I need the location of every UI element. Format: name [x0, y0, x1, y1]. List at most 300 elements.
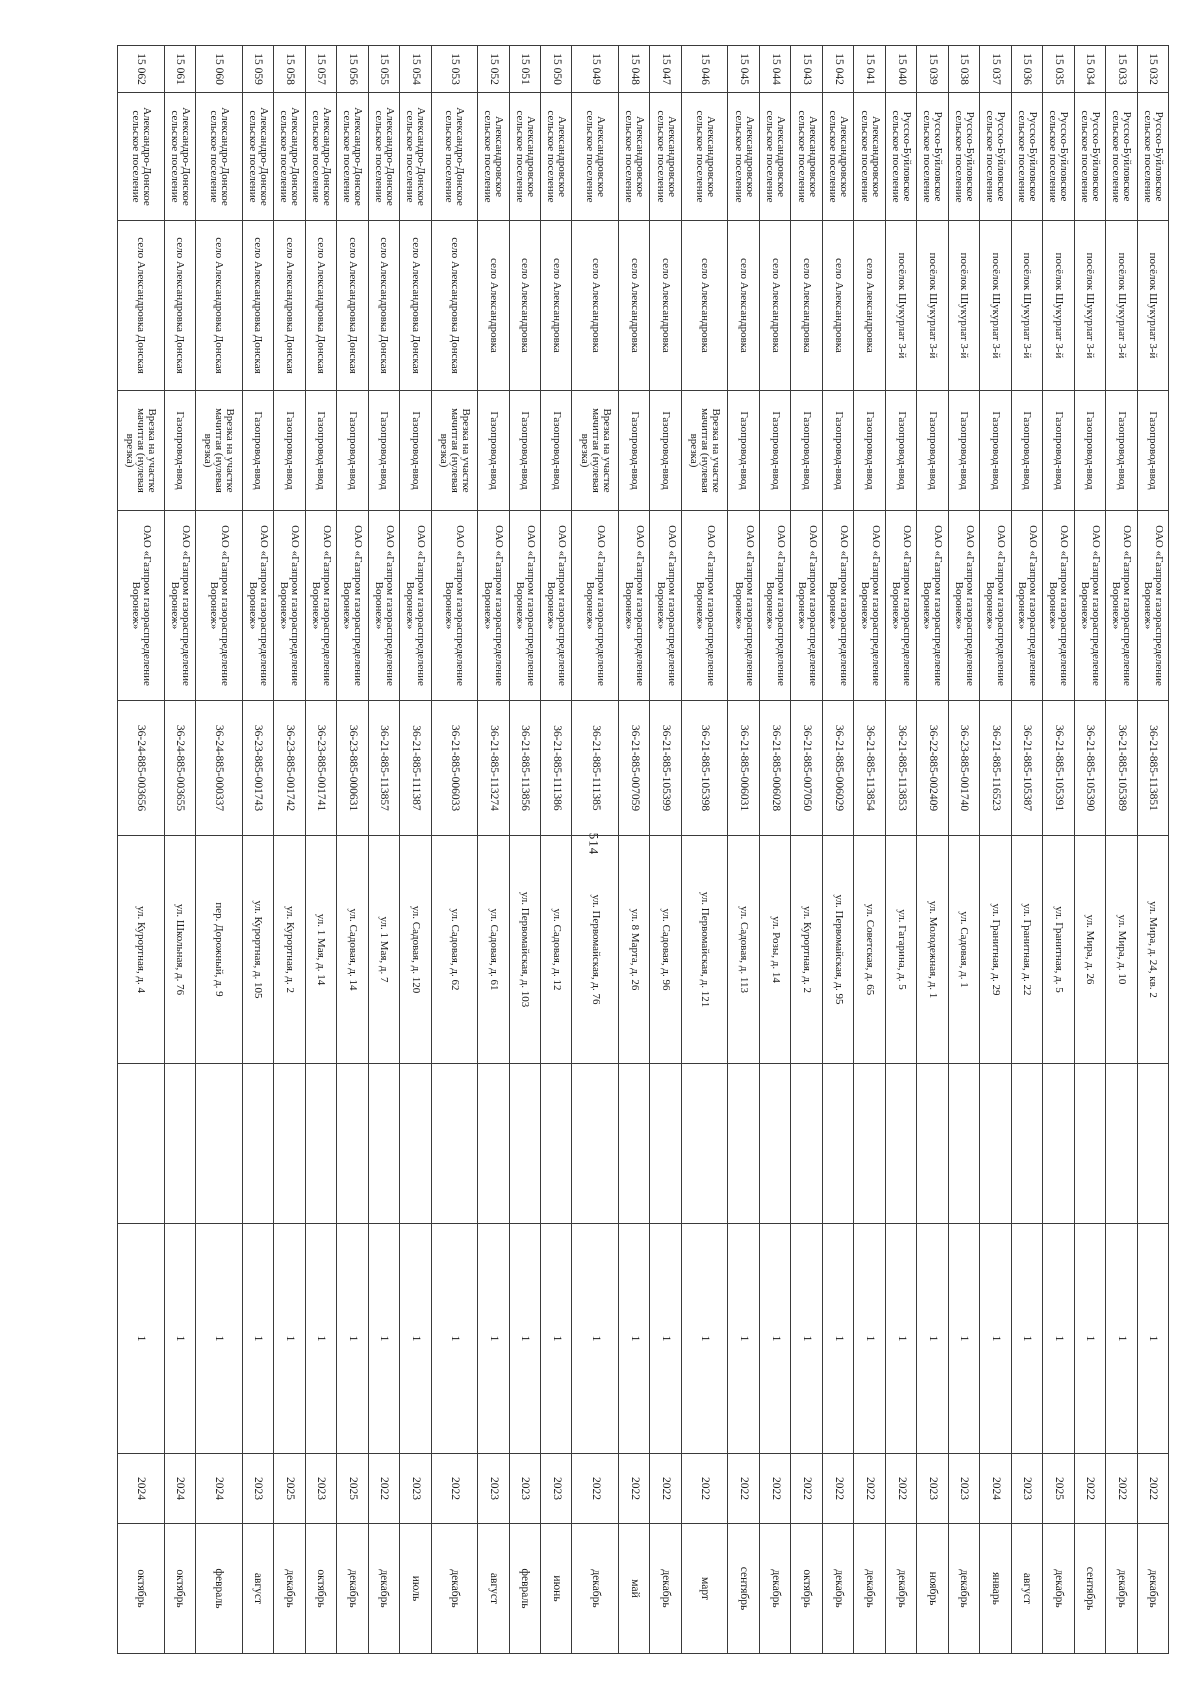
cadastral-number-cell: 36-21-885-006031	[728, 701, 759, 836]
owner-cell: ОАО «Газпром газораспределение Воронеж»	[728, 511, 759, 701]
address-cell: ул. Садовая, д. 14	[337, 836, 368, 1064]
month-cell: февраль	[509, 1524, 540, 1654]
object-type-cell: Врезка на участке мачитгая (нулевая врезка)	[681, 391, 728, 511]
quantity-cell: 1	[681, 1224, 728, 1454]
cadastral-number-cell: 36-21-885-113274	[478, 701, 509, 836]
owner-cell: ОАО «Газпром газораспределение Воронеж»	[242, 511, 273, 701]
object-type-cell: Газопровод-ввод	[822, 391, 853, 511]
locality-cell: село Александровка Донская	[400, 221, 431, 391]
address-cell: ул. 8 Марта, д. 26	[618, 836, 649, 1064]
empty-cell	[400, 1064, 431, 1224]
quantity-cell: 1	[478, 1224, 509, 1454]
settlement-cell: Александровское сельское поселение	[572, 93, 619, 221]
year-cell: 2025	[274, 1454, 305, 1524]
cadastral-number-cell: 36-21-885-006028	[759, 701, 790, 836]
year-cell: 2022	[728, 1454, 759, 1524]
empty-cell	[368, 1064, 399, 1224]
empty-cell	[1106, 1064, 1137, 1224]
address-cell: ул. Розы, д. 14	[759, 836, 790, 1064]
year-cell: 2022	[759, 1454, 790, 1524]
empty-cell	[854, 1064, 885, 1224]
row-number-cell: 15 035	[1043, 46, 1074, 93]
empty-cell	[791, 1064, 822, 1224]
address-cell: ул. Садовая, д. 113	[728, 836, 759, 1064]
empty-cell	[980, 1064, 1011, 1224]
table-row	[368, 46, 399, 1654]
empty-cell	[478, 1064, 509, 1224]
object-type-cell: Газопровод-ввод	[1011, 391, 1042, 511]
table-row	[400, 46, 431, 1654]
settlement-cell: Руссκо-Буйловское сельское поселение	[1043, 93, 1074, 221]
settlement-cell: Александровское сельское поселение	[822, 93, 853, 221]
empty-cell	[164, 1064, 195, 1224]
empty-cell	[1137, 1064, 1168, 1224]
address-cell: ул. Мира, д. 26	[1074, 836, 1105, 1064]
cadastral-number-cell: 36-21-885-113854	[854, 701, 885, 836]
empty-cell	[759, 1064, 790, 1224]
object-type-cell: Газопровод-ввод	[917, 391, 948, 511]
row-number-cell: 15 033	[1106, 46, 1137, 93]
cadastral-number-cell: 36-21-885-111385	[572, 701, 619, 836]
address-cell: ул. Садовая, д. 12	[541, 836, 572, 1064]
settlement-cell: Александровское сельское поселение	[791, 93, 822, 221]
month-cell: декабрь	[1137, 1524, 1168, 1654]
table-row	[164, 46, 195, 1654]
quantity-cell: 1	[164, 1224, 195, 1454]
cadastral-number-cell: 36-23-885-001742	[274, 701, 305, 836]
object-type-cell: Газопровод-ввод	[1043, 391, 1074, 511]
locality-cell: село Александровка	[478, 221, 509, 391]
address-cell: ул. Садовая, д. 1	[948, 836, 979, 1064]
settlement-cell: Александровское сельское поселение	[681, 93, 728, 221]
object-type-cell: Врезка на участке мачитгая (нулевая врезка)	[431, 391, 478, 511]
row-number-cell: 15 061	[164, 46, 195, 93]
address-cell: ул. Первомайская, д. 103	[509, 836, 540, 1064]
address-cell: ул. Гранитная, д. 22	[1011, 836, 1042, 1064]
owner-cell: ОАО «Газпром газораспределение Воронеж»	[164, 511, 195, 701]
row-number-cell: 15 044	[759, 46, 790, 93]
locality-cell: посёлок Шукурлат 3-й	[948, 221, 979, 391]
settlement-cell: Александро-Донское сельское поселение	[274, 93, 305, 221]
empty-cell	[541, 1064, 572, 1224]
year-cell: 2022	[650, 1454, 681, 1524]
quantity-cell: 1	[728, 1224, 759, 1454]
quantity-cell: 1	[1011, 1224, 1042, 1454]
page-number: 514	[586, 832, 602, 856]
address-cell: ул. Садовая, д. 62	[431, 836, 478, 1064]
owner-cell: ОАО «Газпром газораспределение Воронеж»	[980, 511, 1011, 701]
address-cell: ул. 1 Мая, д. 7	[368, 836, 399, 1064]
settlement-cell: Александровское сельское поселение	[509, 93, 540, 221]
address-cell: ул. Садовая, д. 96	[650, 836, 681, 1064]
address-cell: ул. Курортная, д. 4	[118, 836, 165, 1064]
quantity-cell: 1	[1074, 1224, 1105, 1454]
object-type-cell: Газопровод-ввод	[650, 391, 681, 511]
address-cell: ул. Гагарина, д. 5	[885, 836, 916, 1064]
table-row	[431, 46, 478, 1654]
empty-cell	[509, 1064, 540, 1224]
cadastral-number-cell: 36-22-885-002409	[917, 701, 948, 836]
locality-cell: село Александровка	[854, 221, 885, 391]
quantity-cell: 1	[337, 1224, 368, 1454]
settlement-cell: Руссκо-Буйловское сельское поселение	[1137, 93, 1168, 221]
quantity-cell: 1	[368, 1224, 399, 1454]
empty-cell	[1043, 1064, 1074, 1224]
month-cell: декабрь	[274, 1524, 305, 1654]
year-cell: 2022	[572, 1454, 619, 1524]
cadastral-number-cell: 36-23-885-000631	[337, 701, 368, 836]
address-cell: ул. Курортная, д. 105	[242, 836, 273, 1064]
table-row	[822, 46, 853, 1654]
month-cell: декабрь	[572, 1524, 619, 1654]
locality-cell: посёлок Шукурлат 3-й	[917, 221, 948, 391]
cadastral-number-cell: 36-24-885-003656	[118, 701, 165, 836]
row-number-cell: 15 050	[541, 46, 572, 93]
address-cell: ул. Школьная, д. 76	[164, 836, 195, 1064]
quantity-cell: 1	[791, 1224, 822, 1454]
object-type-cell: Газопровод-ввод	[368, 391, 399, 511]
year-cell: 2024	[980, 1454, 1011, 1524]
row-number-cell: 15 041	[854, 46, 885, 93]
table-row	[980, 46, 1011, 1654]
owner-cell: ОАО «Газпром газораспределение Воронеж»	[1106, 511, 1137, 701]
owner-cell: ОАО «Газпром газораспределение Воронеж»	[948, 511, 979, 701]
year-cell: 2023	[1011, 1454, 1042, 1524]
empty-cell	[822, 1064, 853, 1224]
quantity-cell: 1	[242, 1224, 273, 1454]
cadastral-number-cell: 36-23-885-001740	[948, 701, 979, 836]
row-number-cell: 15 045	[728, 46, 759, 93]
locality-cell: посёлок Шукурлат 3-й	[1106, 221, 1137, 391]
quantity-cell: 1	[948, 1224, 979, 1454]
row-number-cell: 15 055	[368, 46, 399, 93]
table-row	[572, 46, 619, 1654]
cadastral-number-cell: 36-21-885-113853	[885, 701, 916, 836]
year-cell: 2023	[305, 1454, 336, 1524]
locality-cell: посёлок Шукурлат 3-й	[1137, 221, 1168, 391]
quantity-cell: 1	[509, 1224, 540, 1454]
locality-cell: село Александровка	[541, 221, 572, 391]
row-number-cell: 15 039	[917, 46, 948, 93]
month-cell: декабрь	[1106, 1524, 1137, 1654]
month-cell: декабрь	[854, 1524, 885, 1654]
owner-cell: ОАО «Газпром газораспределение Воронеж»	[681, 511, 728, 701]
year-cell: 2025	[1043, 1454, 1074, 1524]
cadastral-number-cell: 36-21-885-113856	[509, 701, 540, 836]
object-type-cell: Газопровод-ввод	[274, 391, 305, 511]
table-row	[1137, 46, 1168, 1654]
owner-cell: ОАО «Газпром газораспределение Воронеж»	[650, 511, 681, 701]
address-cell: ул. Первомайская, д. 95	[822, 836, 853, 1064]
locality-cell: село Александровка	[759, 221, 790, 391]
year-cell: 2022	[822, 1454, 853, 1524]
month-cell: декабрь	[650, 1524, 681, 1654]
year-cell: 2022	[681, 1454, 728, 1524]
month-cell: июнь	[541, 1524, 572, 1654]
settlement-cell: Руссκо-Буйловское сельское поселение	[1011, 93, 1042, 221]
empty-cell	[650, 1064, 681, 1224]
locality-cell: село Александровка Донская	[337, 221, 368, 391]
table-row	[885, 46, 916, 1654]
cadastral-number-cell: 36-21-885-006033	[431, 701, 478, 836]
object-type-cell: Врезка на участке мачитгая (нулевая врезка)	[196, 391, 243, 511]
object-type-cell: Газопровод-ввод	[242, 391, 273, 511]
quantity-cell: 1	[885, 1224, 916, 1454]
address-cell: пер. Дорожный, д. 9	[196, 836, 243, 1064]
locality-cell: посёлок Шукурлат 3-й	[980, 221, 1011, 391]
settlement-cell: Александровское сельское поселение	[618, 93, 649, 221]
row-number-cell: 15 036	[1011, 46, 1042, 93]
month-cell: октябрь	[791, 1524, 822, 1654]
table-row	[650, 46, 681, 1654]
table-row	[509, 46, 540, 1654]
year-cell: 2024	[164, 1454, 195, 1524]
locality-cell: село Александровка	[791, 221, 822, 391]
cadastral-number-cell: 36-21-885-007050	[791, 701, 822, 836]
year-cell: 2022	[1137, 1454, 1168, 1524]
empty-cell	[305, 1064, 336, 1224]
locality-cell: посёлок Шукурлат 3-й	[885, 221, 916, 391]
month-cell: август	[242, 1524, 273, 1654]
month-cell: март	[681, 1524, 728, 1654]
quantity-cell: 1	[400, 1224, 431, 1454]
row-number-cell: 15 049	[572, 46, 619, 93]
empty-cell	[948, 1064, 979, 1224]
owner-cell: ОАО «Газпром газораспределение Воронеж»	[791, 511, 822, 701]
table-row	[759, 46, 790, 1654]
settlement-cell: Александро-Донское сельское поселение	[196, 93, 243, 221]
locality-cell: село Александровка	[618, 221, 649, 391]
table-body	[118, 46, 1169, 1654]
month-cell: декабрь	[822, 1524, 853, 1654]
object-type-cell: Газопровод-ввод	[948, 391, 979, 511]
locality-cell: село Александровка	[650, 221, 681, 391]
cadastral-number-cell: 36-21-885-105391	[1043, 701, 1074, 836]
settlement-cell: Руссκо-Буйловское сельское поселение	[980, 93, 1011, 221]
year-cell: 2023	[917, 1454, 948, 1524]
address-cell: ул. Первомайская, д. 76	[572, 836, 619, 1064]
table-row	[728, 46, 759, 1654]
locality-cell: село Александровка Донская	[368, 221, 399, 391]
settlement-cell: Александровское сельское поселение	[541, 93, 572, 221]
locality-cell: село Александровка Донская	[305, 221, 336, 391]
year-cell: 2022	[854, 1454, 885, 1524]
table-row	[274, 46, 305, 1654]
month-cell: декабрь	[337, 1524, 368, 1654]
year-cell: 2022	[618, 1454, 649, 1524]
empty-cell	[431, 1064, 478, 1224]
table-row	[118, 46, 165, 1654]
table-row	[196, 46, 243, 1654]
empty-cell	[337, 1064, 368, 1224]
month-cell: декабрь	[885, 1524, 916, 1654]
owner-cell: ОАО «Газпром газораспределение Воронеж»	[274, 511, 305, 701]
quantity-cell: 1	[572, 1224, 619, 1454]
object-type-cell: Газопровод-ввод	[1106, 391, 1137, 511]
year-cell: 2022	[431, 1454, 478, 1524]
table-row	[1106, 46, 1137, 1654]
row-number-cell: 15 047	[650, 46, 681, 93]
year-cell: 2023	[541, 1454, 572, 1524]
month-cell: декабрь	[1043, 1524, 1074, 1654]
year-cell: 2023	[509, 1454, 540, 1524]
month-cell: октябрь	[305, 1524, 336, 1654]
month-cell: октябрь	[118, 1524, 165, 1654]
locality-cell: село Александровка	[728, 221, 759, 391]
settlement-cell: Руссκо-Буйловское сельское поселение	[885, 93, 916, 221]
settlement-cell: Александровское сельское поселение	[650, 93, 681, 221]
locality-cell: село Александровка	[822, 221, 853, 391]
locality-cell: село Александровка Донская	[242, 221, 273, 391]
row-number-cell: 15 051	[509, 46, 540, 93]
object-type-cell: Врезка на участке мачитгая (нулевая врезка)	[118, 391, 165, 511]
month-cell: декабрь	[759, 1524, 790, 1654]
locality-cell: посёлок Шукурлат 3-й	[1043, 221, 1074, 391]
row-number-cell: 15 062	[118, 46, 165, 93]
owner-cell: ОАО «Газпром газораспределение Воронеж»	[337, 511, 368, 701]
address-cell: ул. Садовая, д. 61	[478, 836, 509, 1064]
owner-cell: ОАО «Газпром газораспределение Воронеж»	[478, 511, 509, 701]
cadastral-number-cell: 36-23-885-001741	[305, 701, 336, 836]
object-type-cell: Газопровод-ввод	[1137, 391, 1168, 511]
quantity-cell: 1	[618, 1224, 649, 1454]
settlement-cell: Александровское сельское поселение	[854, 93, 885, 221]
object-type-cell: Газопровод-ввод	[618, 391, 649, 511]
settlement-cell: Александро-Донское сельское поселение	[337, 93, 368, 221]
quantity-cell: 1	[854, 1224, 885, 1454]
month-cell: январь	[980, 1524, 1011, 1654]
cadastral-number-cell: 36-21-885-105387	[1011, 701, 1042, 836]
owner-cell: ОАО «Газпром газораспределение Воронеж»	[822, 511, 853, 701]
locality-cell: село Александровка Донская	[431, 221, 478, 391]
owner-cell: ОАО «Газпром газораспределение Воронеж»	[509, 511, 540, 701]
settlement-cell: Александровское сельское поселение	[728, 93, 759, 221]
row-number-cell: 15 037	[980, 46, 1011, 93]
quantity-cell: 1	[650, 1224, 681, 1454]
empty-cell	[118, 1064, 165, 1224]
row-number-cell: 15 052	[478, 46, 509, 93]
owner-cell: ОАО «Газпром газораспределение Воронеж»	[1043, 511, 1074, 701]
row-number-cell: 15 053	[431, 46, 478, 93]
settlement-cell: Руссκо-Буйловское сельское поселение	[1106, 93, 1137, 221]
quantity-cell: 1	[1106, 1224, 1137, 1454]
quantity-cell: 1	[1043, 1224, 1074, 1454]
quantity-cell: 1	[917, 1224, 948, 1454]
settlement-cell: Александро-Донское сельское поселение	[400, 93, 431, 221]
year-cell: 2024	[118, 1454, 165, 1524]
object-type-cell: Врезка на участке мачитгая (нулевая врезка)	[572, 391, 619, 511]
quantity-cell: 1	[980, 1224, 1011, 1454]
owner-cell: ОАО «Газпром газораспределение Воронеж»	[541, 511, 572, 701]
quantity-cell: 1	[759, 1224, 790, 1454]
year-cell: 2022	[791, 1454, 822, 1524]
year-cell: 2022	[1106, 1454, 1137, 1524]
cadastral-number-cell: 36-23-885-001743	[242, 701, 273, 836]
object-type-cell: Газопровод-ввод	[509, 391, 540, 511]
cadastral-number-cell: 36-21-885-113851	[1137, 701, 1168, 836]
settlement-cell: Александро-Донское сельское поселение	[368, 93, 399, 221]
table-row	[478, 46, 509, 1654]
settlement-cell: Александро-Донское сельское поселение	[431, 93, 478, 221]
row-number-cell: 15 038	[948, 46, 979, 93]
month-cell: октябрь	[164, 1524, 195, 1654]
row-number-cell: 15 048	[618, 46, 649, 93]
address-cell: ул. Садовая, д. 120	[400, 836, 431, 1064]
month-cell: декабрь	[368, 1524, 399, 1654]
table-container	[117, 45, 1169, 1653]
locality-cell: посёлок Шукурлат 3-й	[1011, 221, 1042, 391]
year-cell: 2022	[368, 1454, 399, 1524]
quantity-cell: 1	[822, 1224, 853, 1454]
month-cell: июль	[400, 1524, 431, 1654]
cadastral-number-cell: 36-24-885-003655	[164, 701, 195, 836]
empty-cell	[196, 1064, 243, 1224]
row-number-cell: 15 034	[1074, 46, 1105, 93]
locality-cell: село Александровка Донская	[118, 221, 165, 391]
quantity-cell: 1	[118, 1224, 165, 1454]
object-type-cell: Газопровод-ввод	[400, 391, 431, 511]
object-type-cell: Газопровод-ввод	[854, 391, 885, 511]
quantity-cell: 1	[196, 1224, 243, 1454]
object-type-cell: Газопровод-ввод	[541, 391, 572, 511]
cadastral-number-cell: 36-21-885-105399	[650, 701, 681, 836]
row-number-cell: 15 060	[196, 46, 243, 93]
row-number-cell: 15 058	[274, 46, 305, 93]
owner-cell: ОАО «Газпром газораспределение Воронеж»	[400, 511, 431, 701]
locality-cell: село Александровка	[572, 221, 619, 391]
locality-cell: село Александровка	[509, 221, 540, 391]
empty-cell	[572, 1064, 619, 1224]
year-cell: 2023	[948, 1454, 979, 1524]
address-cell: ул. Гранитная, д. 29	[980, 836, 1011, 1064]
gas-connection-table	[117, 45, 1169, 1654]
object-type-cell: Газопровод-ввод	[337, 391, 368, 511]
table-row	[337, 46, 368, 1654]
month-cell: май	[618, 1524, 649, 1654]
row-number-cell: 15 054	[400, 46, 431, 93]
settlement-cell: Руссκо-Буйловское сельское поселение	[948, 93, 979, 221]
table-row	[1074, 46, 1105, 1654]
owner-cell: ОАО «Газпром газораспределение Воронеж»	[431, 511, 478, 701]
empty-cell	[618, 1064, 649, 1224]
cadastral-number-cell: 36-21-885-006029	[822, 701, 853, 836]
owner-cell: ОАО «Газпром газораспределение Воронеж»	[1011, 511, 1042, 701]
owner-cell: ОАО «Газпром газораспределение Воронеж»	[1137, 511, 1168, 701]
owner-cell: ОАО «Газпром газораспределение Воронеж»	[572, 511, 619, 701]
cadastral-number-cell: 36-21-885-113857	[368, 701, 399, 836]
address-cell: ул. Молодежная, д. 1	[917, 836, 948, 1064]
cadastral-number-cell: 36-21-885-007059	[618, 701, 649, 836]
owner-cell: ОАО «Газпром газораспределение Воронеж»	[917, 511, 948, 701]
object-type-cell: Газопровод-ввод	[478, 391, 509, 511]
address-cell: ул. Мира, д. 24, кв. 2	[1137, 836, 1168, 1064]
row-number-cell: 15 032	[1137, 46, 1168, 93]
table-row	[854, 46, 885, 1654]
settlement-cell: Александро-Донское сельское поселение	[118, 93, 165, 221]
year-cell: 2023	[478, 1454, 509, 1524]
cadastral-number-cell: 36-21-885-105398	[681, 701, 728, 836]
settlement-cell: Александровское сельское поселение	[759, 93, 790, 221]
settlement-cell: Александро-Донское сельское поселение	[164, 93, 195, 221]
empty-cell	[728, 1064, 759, 1224]
cadastral-number-cell: 36-21-885-111387	[400, 701, 431, 836]
owner-cell: ОАО «Газпром газораспределение Воронеж»	[305, 511, 336, 701]
month-cell: сентябрь	[1074, 1524, 1105, 1654]
cadastral-number-cell: 36-21-885-105390	[1074, 701, 1105, 836]
month-cell: февраль	[196, 1524, 243, 1654]
table-row	[541, 46, 572, 1654]
address-cell: ул. Советская, д. 65	[854, 836, 885, 1064]
